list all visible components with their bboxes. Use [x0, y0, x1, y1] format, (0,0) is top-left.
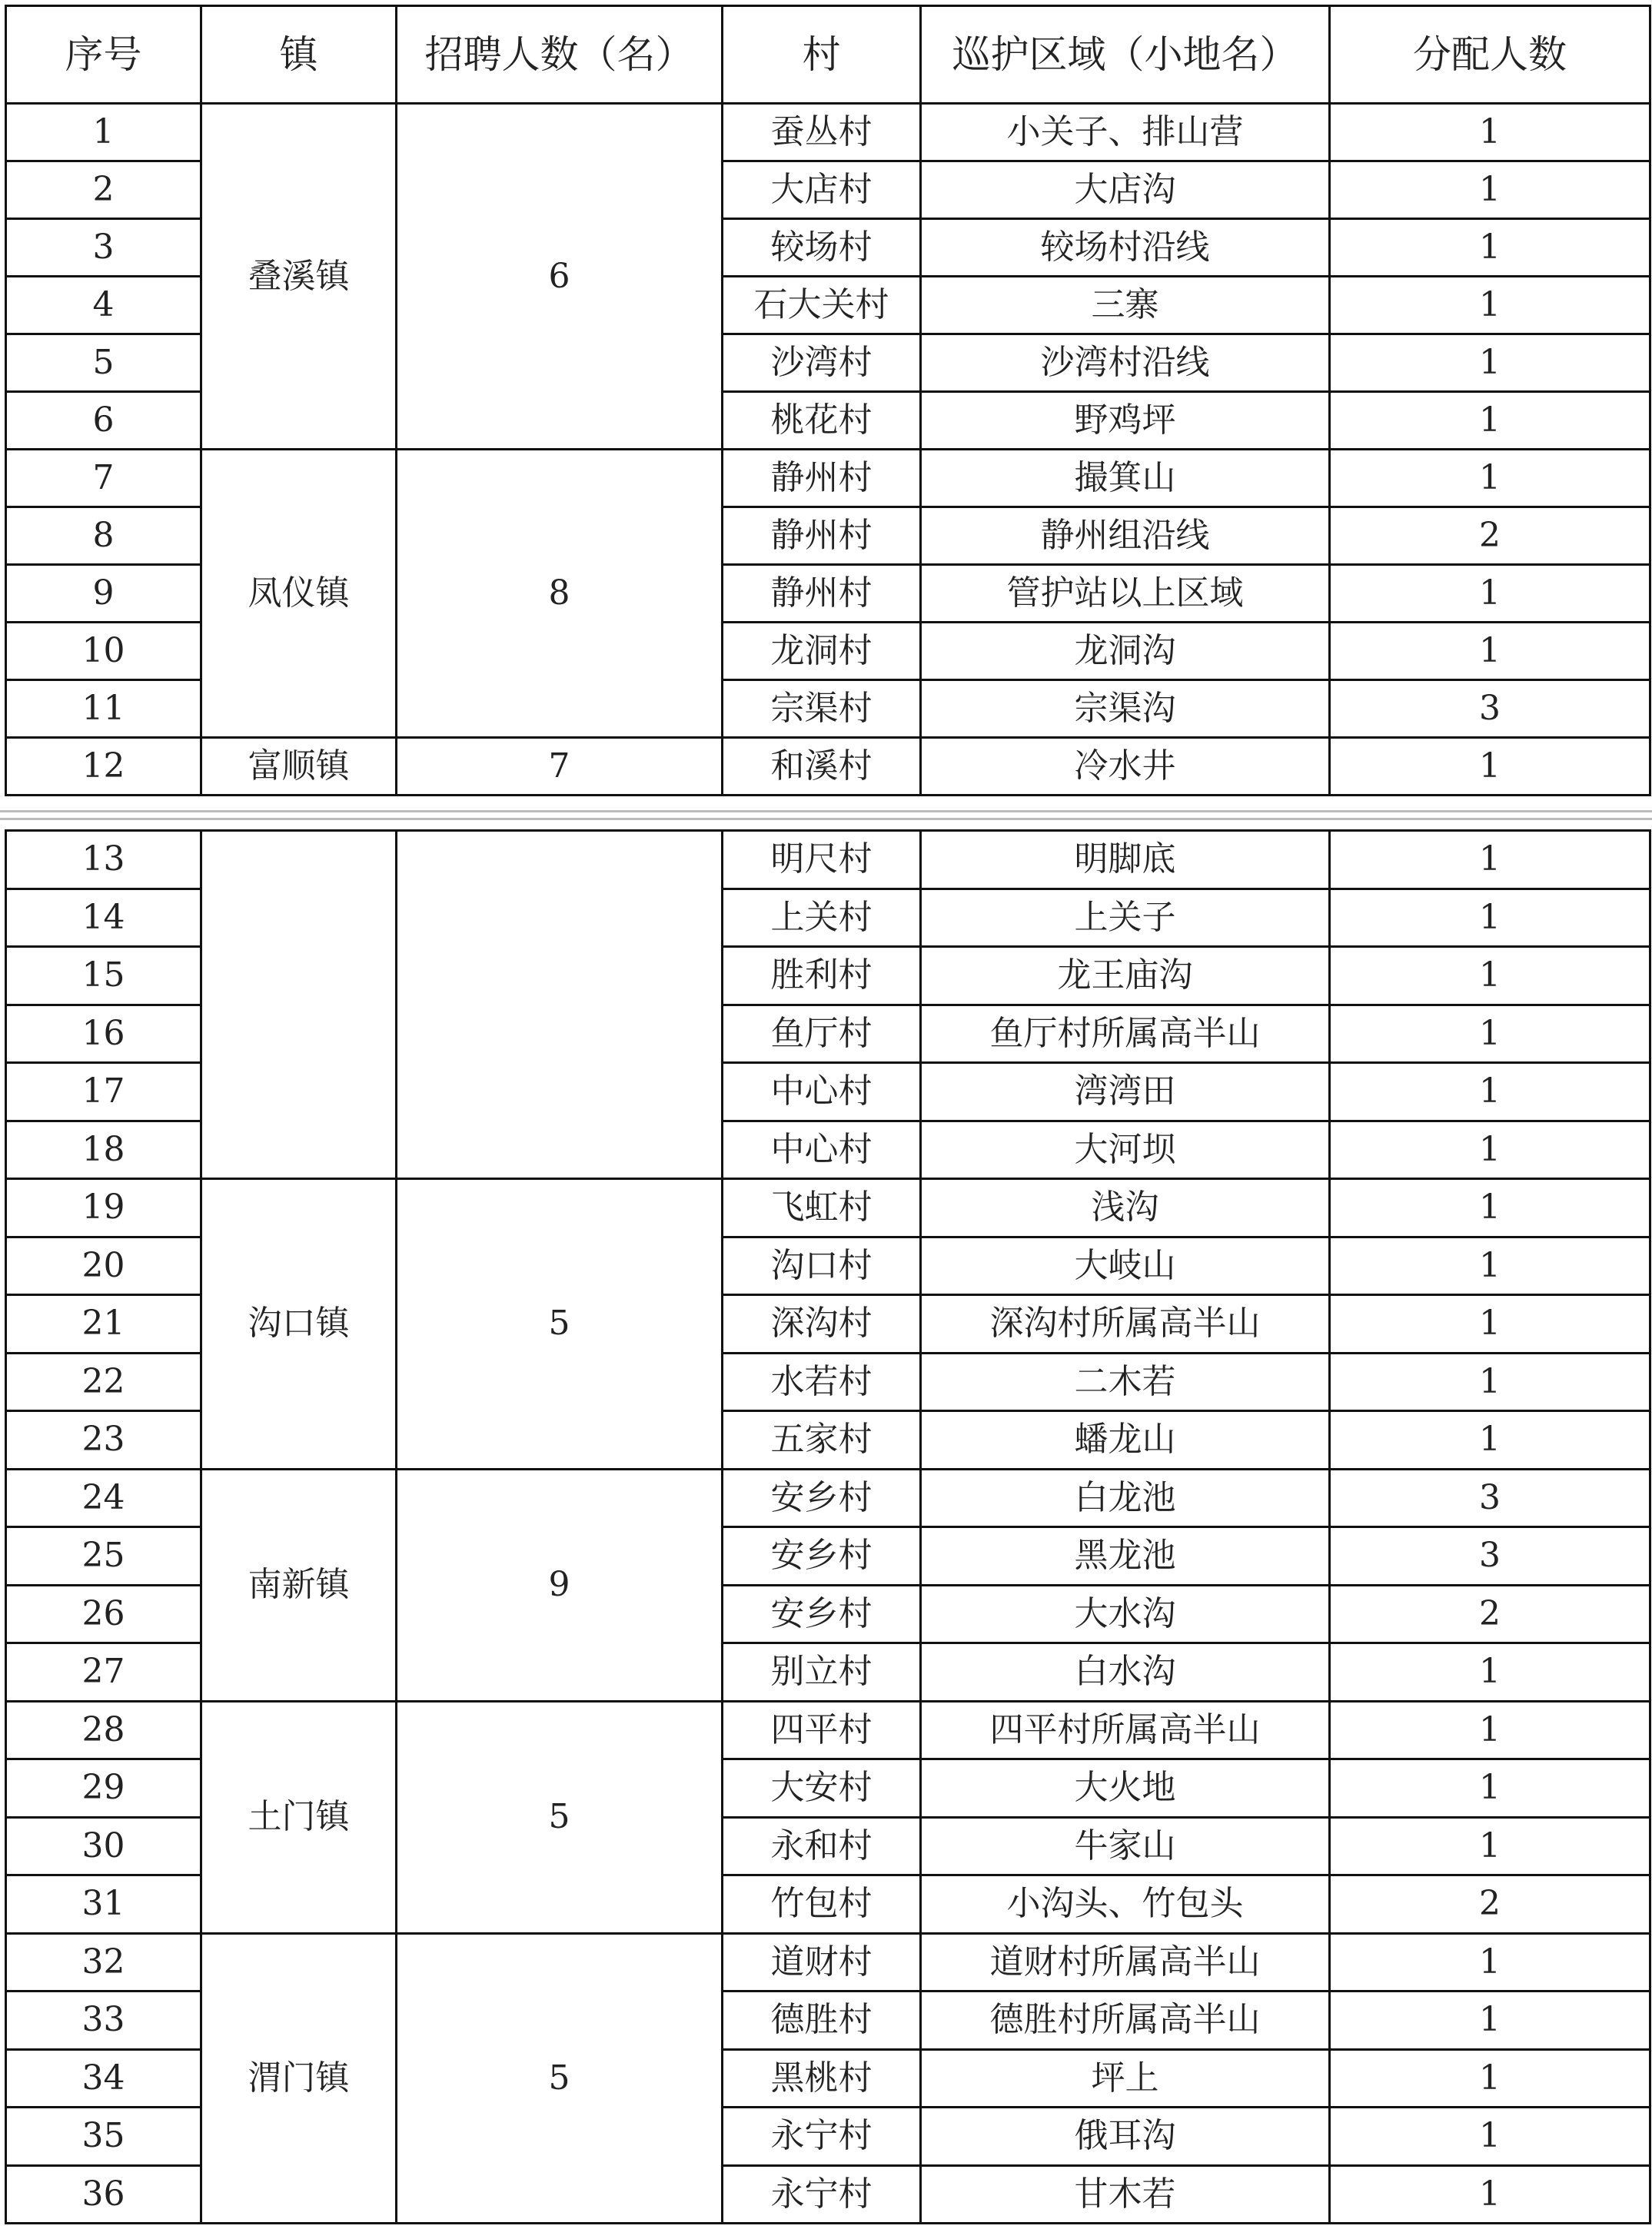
recruit-cell: 9: [397, 1469, 723, 1701]
count-cell: 1: [1330, 1933, 1650, 1991]
table-row: [6, 1701, 1650, 1759]
table-row: [6, 450, 1650, 507]
village-cell: 永和村: [723, 1817, 921, 1875]
village-cell: 较场村: [723, 219, 921, 277]
area-cell: 蟠龙山: [921, 1411, 1330, 1470]
seq-cell: 32: [6, 1933, 201, 1991]
recruit-cell: 5: [397, 1179, 723, 1470]
count-cell: 1: [1330, 219, 1650, 277]
seq-cell: 24: [6, 1469, 201, 1527]
area-cell: 上关子: [921, 889, 1330, 947]
village-cell: 大店村: [723, 161, 921, 219]
area-cell: 小沟头、竹包头: [921, 1875, 1330, 1934]
seq-cell: 31: [6, 1875, 201, 1934]
count-cell: 1: [1330, 2165, 1650, 2224]
seq-cell: 10: [6, 623, 201, 680]
area-cell: 鱼厅村所属高半山: [921, 1005, 1330, 1063]
page-break-line: [0, 810, 1652, 812]
village-cell: 深沟村: [723, 1295, 921, 1354]
recruit-cell: 6: [397, 104, 723, 450]
village-cell: 水若村: [723, 1353, 921, 1411]
village-cell: 沟口村: [723, 1237, 921, 1295]
area-cell: 白龙池: [921, 1469, 1330, 1527]
area-cell: 大水沟: [921, 1585, 1330, 1643]
village-cell: 鱼厅村: [723, 1005, 921, 1063]
recruit-cell: 5: [397, 1933, 723, 2224]
seq-cell: 26: [6, 1585, 201, 1643]
village-cell: 永宁村: [723, 2108, 921, 2166]
area-cell: 湾湾田: [921, 1063, 1330, 1121]
count-cell: 3: [1330, 680, 1650, 738]
header-area: 巡护区域（小地名）: [921, 6, 1330, 104]
count-cell: 1: [1330, 392, 1650, 450]
table-row: [6, 831, 1650, 889]
count-cell: 1: [1330, 1411, 1650, 1470]
page-break-line: [0, 818, 1652, 820]
village-cell: 和溪村: [723, 738, 921, 796]
count-cell: 1: [1330, 1063, 1650, 1121]
assignment-table-bottom: [5, 829, 1651, 2224]
header-town: 镇: [201, 6, 397, 104]
area-cell: 管护站以上区域: [921, 565, 1330, 623]
count-cell: 1: [1330, 947, 1650, 1005]
count-cell: 1: [1330, 2049, 1650, 2108]
area-cell: 大火地: [921, 1759, 1330, 1818]
count-cell: 1: [1330, 889, 1650, 947]
area-cell: 小关子、排山营: [921, 104, 1330, 161]
seq-cell: 30: [6, 1817, 201, 1875]
village-cell: 蚕丛村: [723, 104, 921, 161]
village-cell: 安乡村: [723, 1527, 921, 1586]
area-cell: 俄耳沟: [921, 2108, 1330, 2166]
area-cell: 德胜村所属高半山: [921, 1991, 1330, 2050]
area-cell: 大河坝: [921, 1121, 1330, 1179]
village-cell: 明尺村: [723, 831, 921, 889]
count-cell: 1: [1330, 1295, 1650, 1354]
area-cell: 道财村所属高半山: [921, 1933, 1330, 1991]
seq-cell: 25: [6, 1527, 201, 1586]
count-cell: 3: [1330, 1527, 1650, 1586]
table-row: [6, 738, 1650, 796]
header-count: 分配人数: [1330, 6, 1650, 104]
count-cell: 1: [1330, 1643, 1650, 1702]
town-cell: 凤仪镇: [201, 450, 397, 738]
seq-cell: 11: [6, 680, 201, 738]
town-cell: 富顺镇: [201, 738, 397, 796]
village-cell: 石大关村: [723, 277, 921, 334]
village-cell: 桃花村: [723, 392, 921, 450]
header-village: 村: [723, 6, 921, 104]
seq-cell: 19: [6, 1179, 201, 1237]
seq-cell: 28: [6, 1701, 201, 1759]
area-cell: 黑龙池: [921, 1527, 1330, 1586]
area-cell: 坪上: [921, 2049, 1330, 2108]
recruit-cell: [397, 831, 723, 1179]
village-cell: 四平村: [723, 1701, 921, 1759]
count-cell: 1: [1330, 623, 1650, 680]
count-cell: 1: [1330, 1179, 1650, 1237]
seq-cell: 15: [6, 947, 201, 1005]
seq-cell: 16: [6, 1005, 201, 1063]
count-cell: 1: [1330, 277, 1650, 334]
seq-cell: 21: [6, 1295, 201, 1354]
assignment-table-top: [5, 5, 1651, 796]
area-cell: 白水沟: [921, 1643, 1330, 1702]
seq-cell: 3: [6, 219, 201, 277]
area-cell: 二木若: [921, 1353, 1330, 1411]
count-cell: 1: [1330, 1701, 1650, 1759]
village-cell: 胜利村: [723, 947, 921, 1005]
seq-cell: 8: [6, 507, 201, 565]
recruit-cell: 5: [397, 1701, 723, 1933]
seq-cell: 17: [6, 1063, 201, 1121]
village-cell: 静州村: [723, 565, 921, 623]
seq-cell: 4: [6, 277, 201, 334]
village-cell: 竹包村: [723, 1875, 921, 1934]
header-seq: 序号: [6, 6, 201, 104]
count-cell: 1: [1330, 2108, 1650, 2166]
village-cell: 飞虹村: [723, 1179, 921, 1237]
table-row: [6, 1933, 1650, 1991]
village-cell: 静州村: [723, 507, 921, 565]
recruit-cell: 7: [397, 738, 723, 796]
village-cell: 中心村: [723, 1121, 921, 1179]
seq-cell: 23: [6, 1411, 201, 1470]
area-cell: 龙洞沟: [921, 623, 1330, 680]
area-cell: 撮箕山: [921, 450, 1330, 507]
seq-cell: 14: [6, 889, 201, 947]
seq-cell: 7: [6, 450, 201, 507]
town-cell: [201, 831, 397, 1179]
area-cell: 较场村沿线: [921, 219, 1330, 277]
village-cell: 中心村: [723, 1063, 921, 1121]
count-cell: 2: [1330, 507, 1650, 565]
count-cell: 2: [1330, 1875, 1650, 1934]
recruit-cell: 8: [397, 450, 723, 738]
header-recruit: 招聘人数（名）: [397, 6, 723, 104]
village-cell: 龙洞村: [723, 623, 921, 680]
count-cell: 1: [1330, 831, 1650, 889]
village-cell: 永宁村: [723, 2165, 921, 2224]
area-cell: 三寨: [921, 277, 1330, 334]
seq-cell: 22: [6, 1353, 201, 1411]
town-cell: 沟口镇: [201, 1179, 397, 1470]
area-cell: 大店沟: [921, 161, 1330, 219]
count-cell: 1: [1330, 738, 1650, 796]
area-cell: 冷水井: [921, 738, 1330, 796]
count-cell: 1: [1330, 1759, 1650, 1818]
seq-cell: 13: [6, 831, 201, 889]
count-cell: 1: [1330, 1121, 1650, 1179]
seq-cell: 33: [6, 1991, 201, 2050]
seq-cell: 35: [6, 2108, 201, 2166]
area-cell: 浅沟: [921, 1179, 1330, 1237]
header-row: [6, 6, 1650, 104]
seq-cell: 18: [6, 1121, 201, 1179]
seq-cell: 12: [6, 738, 201, 796]
count-cell: 1: [1330, 161, 1650, 219]
area-cell: 野鸡坪: [921, 392, 1330, 450]
seq-cell: 27: [6, 1643, 201, 1702]
village-cell: 静州村: [723, 450, 921, 507]
village-cell: 安乡村: [723, 1469, 921, 1527]
table-row: [6, 104, 1650, 161]
area-cell: 四平村所属高半山: [921, 1701, 1330, 1759]
village-cell: 安乡村: [723, 1585, 921, 1643]
town-cell: 土门镇: [201, 1701, 397, 1933]
town-cell: 叠溪镇: [201, 104, 397, 450]
area-cell: 龙王庙沟: [921, 947, 1330, 1005]
count-cell: 1: [1330, 565, 1650, 623]
seq-cell: 34: [6, 2049, 201, 2108]
seq-cell: 36: [6, 2165, 201, 2224]
village-cell: 别立村: [723, 1643, 921, 1702]
village-cell: 道财村: [723, 1933, 921, 1991]
count-cell: 1: [1330, 1237, 1650, 1295]
area-cell: 静州组沿线: [921, 507, 1330, 565]
seq-cell: 2: [6, 161, 201, 219]
area-cell: 明脚底: [921, 831, 1330, 889]
area-cell: 沙湾村沿线: [921, 334, 1330, 392]
area-cell: 深沟村所属高半山: [921, 1295, 1330, 1354]
table-row: [6, 1179, 1650, 1237]
count-cell: 1: [1330, 1991, 1650, 2050]
village-cell: 黑桃村: [723, 2049, 921, 2108]
area-cell: 甘木若: [921, 2165, 1330, 2224]
seq-cell: 5: [6, 334, 201, 392]
seq-cell: 6: [6, 392, 201, 450]
count-cell: 1: [1330, 104, 1650, 161]
count-cell: 2: [1330, 1585, 1650, 1643]
count-cell: 1: [1330, 334, 1650, 392]
area-cell: 宗渠沟: [921, 680, 1330, 738]
seq-cell: 29: [6, 1759, 201, 1818]
count-cell: 1: [1330, 1353, 1650, 1411]
seq-cell: 1: [6, 104, 201, 161]
village-cell: 德胜村: [723, 1991, 921, 2050]
town-cell: 渭门镇: [201, 1933, 397, 2224]
village-cell: 大安村: [723, 1759, 921, 1818]
village-cell: 沙湾村: [723, 334, 921, 392]
seq-cell: 20: [6, 1237, 201, 1295]
village-cell: 宗渠村: [723, 680, 921, 738]
count-cell: 1: [1330, 1005, 1650, 1063]
count-cell: 1: [1330, 1817, 1650, 1875]
village-cell: 五家村: [723, 1411, 921, 1470]
table-row: [6, 1469, 1650, 1527]
seq-cell: 9: [6, 565, 201, 623]
village-cell: 上关村: [723, 889, 921, 947]
area-cell: 牛家山: [921, 1817, 1330, 1875]
town-cell: 南新镇: [201, 1469, 397, 1701]
count-cell: 1: [1330, 450, 1650, 507]
count-cell: 3: [1330, 1469, 1650, 1527]
area-cell: 大岐山: [921, 1237, 1330, 1295]
